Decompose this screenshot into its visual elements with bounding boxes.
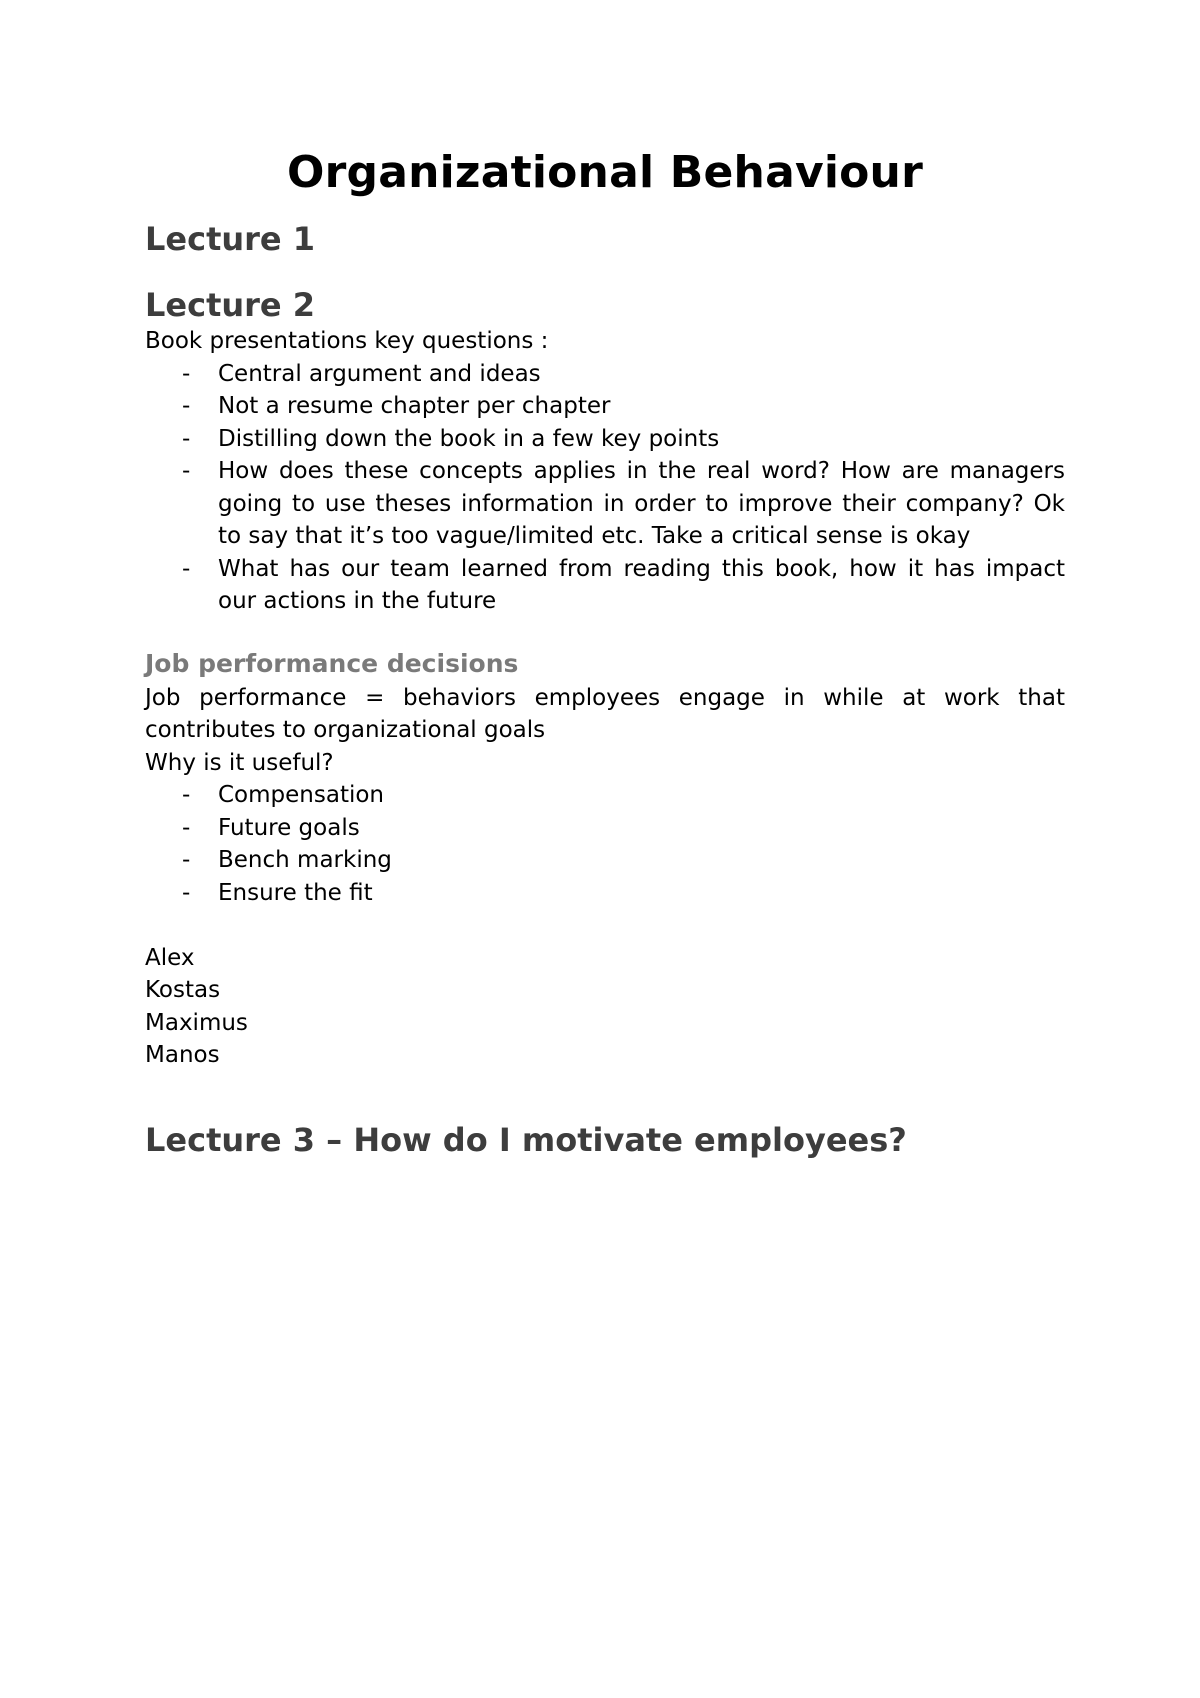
list-item-text: Ensure the fit — [218, 879, 373, 906]
list-item-text: Bench marking — [218, 847, 392, 873]
team-member-name: Maximus — [145, 1009, 248, 1036]
list-item — [145, 877, 1065, 910]
lecture-3-heading: Lecture 3 – How do I motivate employees? — [145, 1120, 907, 1159]
list-item-text: Distilling down the book in a few key points — [218, 425, 720, 452]
job-performance-definition: Job performance = behaviors employees engage in while at work that contributes to organizational goals — [145, 684, 1065, 743]
dash-bullet: - — [182, 814, 191, 841]
lecture-2-heading: Lecture 2 — [145, 286, 316, 324]
book-presentations-intro: Book presentations key questions : — [145, 328, 549, 354]
list-item — [145, 390, 1065, 423]
list-item-text: Future goals — [218, 814, 360, 841]
list-item-text: What has our team learned from reading this book, how it has impact our actions in the future — [218, 555, 1065, 614]
dash-bullet: - — [182, 879, 191, 906]
job-performance-heading: Job performance decisions — [145, 648, 519, 678]
blank-line — [145, 909, 1065, 942]
usefulness-list — [145, 779, 1065, 909]
dash-bullet: - — [182, 847, 191, 873]
why-useful-question: Why is it useful? — [145, 749, 334, 776]
list-item-text: How does these concepts applies in the real word? How are managers going to use theses information in order to improve their company? Ok to say that it’s too vague/limited etc. Take a critical sense is okay — [218, 458, 1065, 549]
dash-bullet: - — [182, 555, 191, 582]
list-item-text: Central argument and ideas — [218, 360, 541, 387]
team-member-name: Manos — [145, 1042, 220, 1068]
list-item — [145, 423, 1065, 456]
list-item — [145, 844, 1065, 877]
lecture-1-heading: Lecture 1 — [145, 220, 316, 258]
list-item — [145, 553, 1065, 618]
dash-bullet: - — [182, 782, 191, 808]
dash-bullet: - — [182, 393, 191, 419]
list-item — [145, 455, 1065, 553]
list-item — [145, 779, 1065, 812]
list-item — [145, 812, 1065, 845]
list-item-text: Not a resume chapter per chapter — [218, 393, 611, 419]
team-member-name: Kostas — [145, 977, 221, 1003]
list-item-text: Compensation — [218, 782, 384, 808]
list-item — [145, 358, 1065, 391]
dash-bullet: - — [182, 458, 191, 484]
key-questions-list — [145, 358, 1065, 618]
document-title: Organizational Behaviour — [287, 147, 923, 198]
dash-bullet: - — [182, 425, 191, 452]
team-member-name: Alex — [145, 944, 195, 971]
dash-bullet: - — [182, 360, 191, 387]
document-body — [145, 140, 1065, 1160]
